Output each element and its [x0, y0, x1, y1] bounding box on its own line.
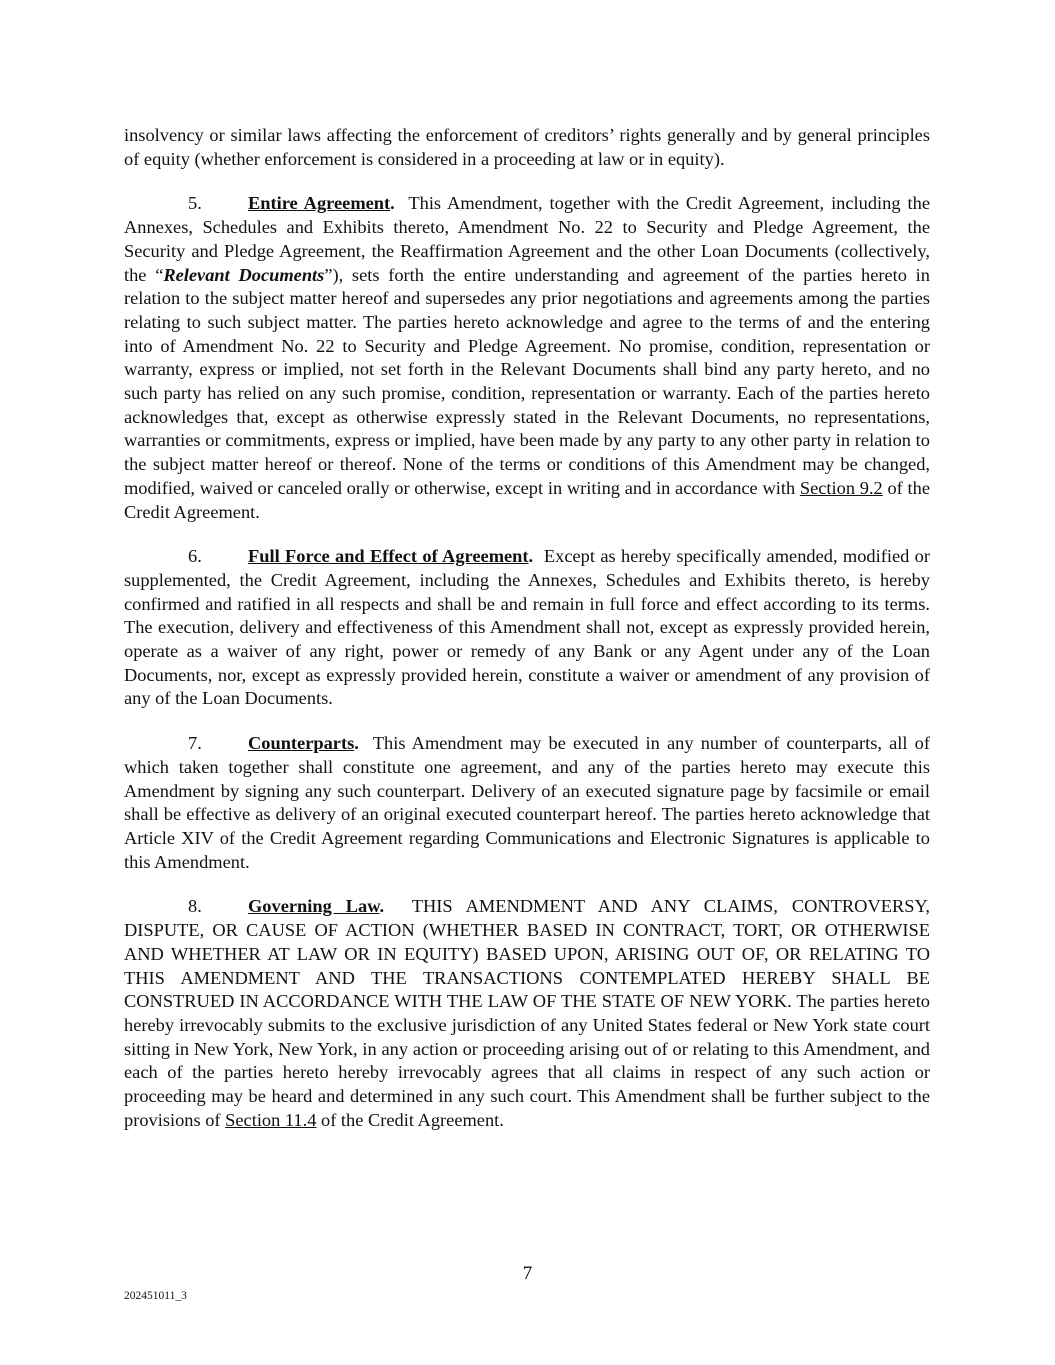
page-number: 7: [522, 1263, 533, 1284]
section-heading: Counterparts: [248, 733, 355, 754]
section-text: ”), sets forth the entire understanding and agreement of the parties hereto in relation to the subject matter hereof and supersedes any prior negotiations and agreements among the parties relating to such subject matter. The parties hereto acknowledge and agree to the terms of and the entering into of Amendment No. 22 to Security and Pledge Agreement. No promise, condition, representation or warranty, express or implied, not set forth in the Relevant Documents shall bind any party hereto, and no such party has relied on any such promise, condition, representation or warranty. Each of the parties hereto acknowledges that, except as otherwise expressly stated in the Relevant Documents, no representations, warranties or commitments, express or implied, have been made by any party to any other party in relation to the subject matter hereof or thereof. None of the terms or conditions of this Amendment may be changed, modified, waived or canceled orally or otherwise, except in writing and in accordance with: [124, 264, 930, 498]
section-heading: Full Force and Effect of Agreement: [248, 546, 529, 567]
section-number: 6.: [188, 546, 202, 567]
defined-term: Relevant Documents: [163, 264, 325, 285]
section-text: This Amendment, together with the Credit Agreement, including the Annexes, Schedules and Exhibits thereto, Amendment No. 22 to Security and Pledge Agreement, the Security and Pledge Agreement, the Reaffirmation Agreement and the other Loan Documents (collectively, the “: [124, 193, 930, 285]
section-text: THIS AMENDMENT AND ANY CLAIMS, CONTROVERSY, DISPUTE, OR CAUSE OF ACTION (WHETHER BASED IN CONTRACT, TORT, OR OTHERWISE AND WHETHER AT LAW OR IN EQUITY) BASED UPON, ARISING OUT OF, OR RELATING TO THIS AMENDMENT AND THE TRANSACTIONS CONTEMPLATED HEREBY SHALL BE CONSTRUED IN ACCORDANCE WITH THE LAW OF THE STATE OF NEW YORK. The parties hereto hereby irrevocably submits to the exclusive jurisdiction of any United States federal or New York state court sitting in New York, New York, in any action or proceeding arising out of or relating to this Amendment, and each of the parties hereto hereby irrevocably agrees that all claims in respect of any such action or proceeding may be heard and determined in any such court. This Amendment shall be further subject to the provisions of: [124, 896, 930, 1130]
section-heading: Entire Agreement: [248, 193, 391, 214]
section-reference: Section 11.4: [225, 1109, 317, 1130]
section-reference: Section 9.2: [799, 477, 883, 498]
section-text: This Amendment may be executed in any number of counterparts, all of which taken together shall constitute one agreement, and any of the parties hereto may execute this Amendment by signing any such counterpart. Delivery of an executed signature page by facsimile or email shall be effective as delivery of an original executed counterpart hereof. The parties hereto acknowledge that Article XIV of the Credit Agreement regarding Communications and Electronic Signatures is applicable to this Amendment.: [124, 733, 930, 872]
section-8-governing-law: 8. Governing Law. THIS AMENDMENT AND ANY CLAIMS, CONTROVERSY, DISPUTE, OR CAUSE OF ACTION (WHETHER BASED IN CONTRACT, TORT, OR OTHERWISE AND WHETHER AT LAW OR IN EQUITY) BASED UPON, ARISING OUT OF, OR RELATING TO THIS AMENDMENT AND THE TRANSACTIONS CONTEMPLATED HEREBY SHALL BE CONSTRUED IN ACCORDANCE WITH THE LAW OF THE STATE OF NEW YORK. The parties hereto hereby irrevocably submits to the exclusive jurisdiction of any United States federal or New York state court sitting in New York, New York, in any action or proceeding arising out of or relating to this Amendment, and each of the parties hereto hereby irrevocably agrees that all claims in respect of any such action or proceeding may be heard and determined in any such court. This Amendment shall be further subject to the provisions of Section 11.4 of the Credit Agreement.: [124, 896, 930, 1130]
section-number: 8.: [188, 896, 202, 917]
document-id: 202451011_3: [124, 1290, 187, 1302]
continuation-paragraph: insolvency or similar laws affecting the enforcement of creditors’ rights generally and by general principles of equity (whether enforcement is considered in a proceeding at law or in equity).: [124, 125, 930, 169]
section-heading: Governing Law: [248, 896, 380, 917]
section-number: 5.: [188, 193, 202, 214]
section-6-full-force: 6. Full Force and Effect of Agreement. Except as hereby specifically amended, modified or supplemented, the Credit Agreement, including the Annexes, Schedules and Exhibits thereto, is hereby confirmed and ratified in all respects and shall be and remain in full force and effect according to its terms. The execution, delivery and effectiveness of this Amendment shall not, except as expressly provided herein, operate as a waiver of any right, power or remedy of any Bank or any Agent under any of the Loan Documents, nor, except as expressly provided herein, constitute a waiver or amendment of any provision of any of the Loan Documents.: [124, 546, 931, 709]
section-5-entire-agreement: 5. Entire Agreement. This Amendment, together with the Credit Agreement, including the Annexes, Schedules and Exhibits thereto, Amendment No. 22 to Security and Pledge Agreement, the Security and Pledge Agreement, the Reaffirmation Agreement and the other Loan Documents (collectively, the “Relevant Documents”), sets forth the entire understanding and agreement of the parties hereto in relation to the subject matter hereof and supersedes any prior negotiations and agreements among the parties relating to such subject matter. The parties hereto acknowledge and agree to the terms of and the entering into of Amendment No. 22 to Security and Pledge Agreement. No promise, condition, representation or warranty, express or implied, not set forth in the Relevant Documents shall bind any party hereto, and no such party has relied on any such promise, condition, representation or warranty. Each of the parties hereto acknowledges that, except as otherwise expressly stated in the Relevant Documents, no representations, warranties or commitments, express or implied, have been made by any party to any other party in relation to the subject matter hereof or thereof. None of the terms or conditions of this Amendment may be changed, modified, waived or canceled orally or otherwise, except in writing and in accordance with Section 9.2 of the Credit Agreement.: [124, 193, 931, 522]
document-body: [124, 124, 930, 1153]
section-text: of the Credit Agreement.: [316, 1109, 504, 1130]
section-7-counterparts: 7. Counterparts. This Amendment may be executed in any number of counterparts, all of which taken together shall constitute one agreement, and any of the parties hereto may execute this Amendment by signing any such counterpart. Delivery of an executed signature page by facsimile or email shall be effective as delivery of an original executed counterpart hereof. The parties hereto acknowledge that Article XIV of the Credit Agreement regarding Communications and Electronic Signatures is applicable to this Amendment.: [124, 733, 930, 872]
section-text: Except as hereby specifically amended, modified or supplemented, the Credit Agreement, including the Annexes, Schedules and Exhibits thereto, is hereby confirmed and ratified in all respects and shall be and remain in full force and effect according to its terms. The execution, delivery and effectiveness of this Amendment shall not, except as expressly provided herein, operate as a waiver of any right, power or remedy of any Bank or any Agent under any of the Loan Documents, nor, except as expressly provided herein, constitute a waiver or amendment of any provision of any of the Loan Documents.: [124, 546, 931, 709]
section-text: of the Credit Agreement.: [124, 477, 931, 522]
section-number: 7.: [188, 733, 202, 754]
